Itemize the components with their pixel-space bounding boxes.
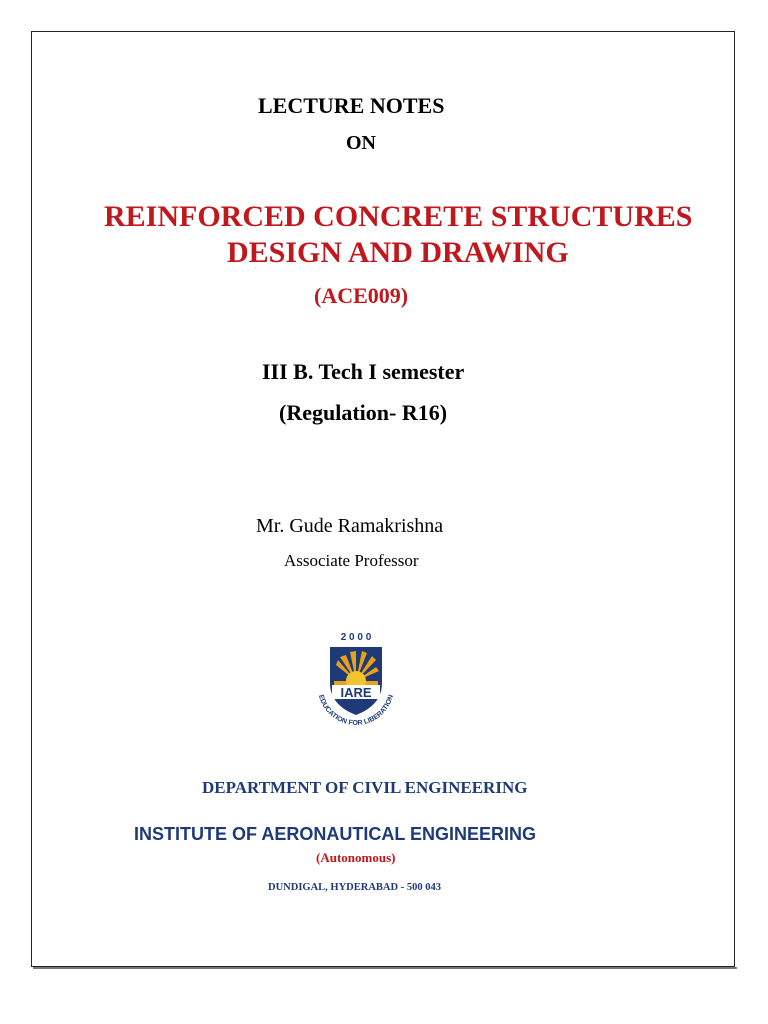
heading-on: ON: [346, 132, 376, 154]
page-border-shadow: [33, 967, 737, 969]
logo-motto: EDUCATION FOR LIBERATION: [316, 693, 396, 728]
heading-lecture-notes: LECTURE NOTES: [258, 93, 445, 118]
institute-address: DUNDIGAL, HYDERABAD - 500 043: [268, 882, 441, 893]
department-name: DEPARTMENT OF CIVIL ENGINEERING: [202, 778, 528, 797]
course-title-line1: REINFORCED CONCRETE STRUCTURES: [104, 200, 693, 233]
course-code: (ACE009): [314, 283, 409, 308]
author-name: Mr. Gude Ramakrishna: [256, 515, 444, 537]
logo-year: 2 0 0 0: [340, 632, 372, 643]
logo-acronym: IARE: [340, 685, 372, 700]
regulation-label: (Regulation- R16): [279, 400, 448, 425]
semester-label: III B. Tech I semester: [262, 359, 465, 384]
course-title-line2: DESIGN AND DRAWING: [227, 236, 569, 269]
autonomous-label: (Autonomous): [316, 850, 396, 865]
institute-name: INSTITUTE OF AERONAUTICAL ENGINEERING: [134, 824, 537, 844]
author-title: Associate Professor: [284, 551, 419, 570]
iare-logo: [296, 627, 416, 739]
